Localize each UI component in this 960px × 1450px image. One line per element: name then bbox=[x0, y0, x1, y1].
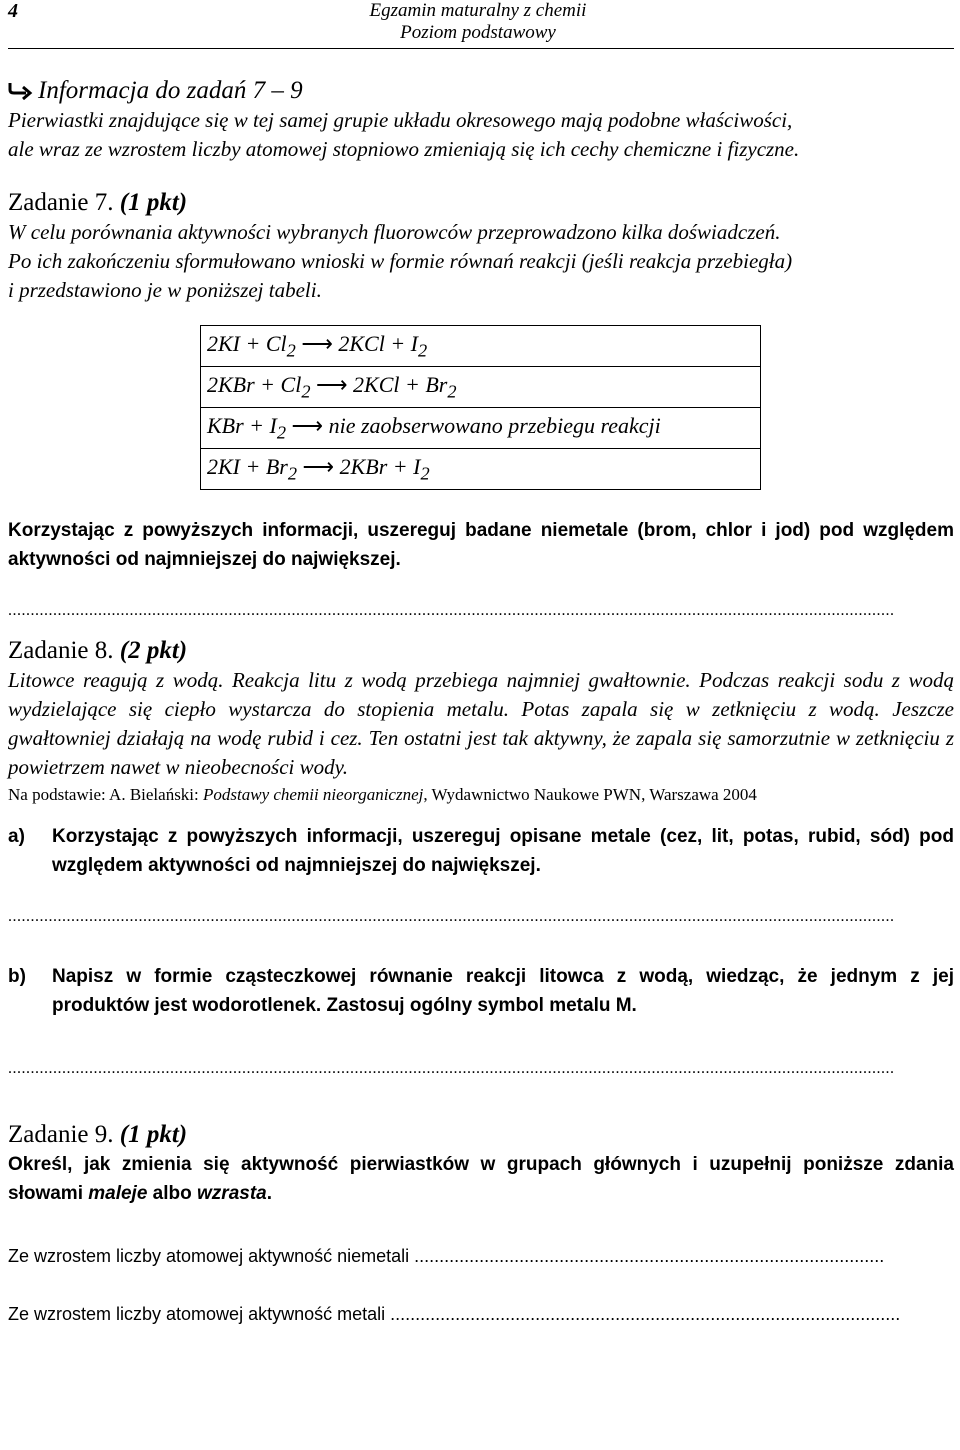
task7-intro-line1: W celu porównania aktywności wybranych fluorowców przeprowadzono kilka doświadczeń. bbox=[8, 220, 781, 244]
reaction-cell: $2KI + Br_2$ ⟶ $2KBr + I_2$ bbox=[201, 449, 761, 490]
reaction-arrow-icon: ⟶ bbox=[291, 412, 324, 438]
task7-answer-line[interactable]: ..................................................................................................................................................................................................... bbox=[8, 602, 895, 619]
task9-fill-nonmetals: Ze wzrostem liczby atomowej aktywność niemetali .............................................................................................. bbox=[8, 1246, 885, 1266]
task9-heading bbox=[8, 1120, 954, 1150]
task8b-text: Napisz w formie cząsteczkowej równanie reakcji litowca z wodą, wiedząc, że jednym z jej produktów jest wodorotlenek. Zastosuj ogólny symbol metalu M. bbox=[52, 966, 954, 1016]
page-header bbox=[8, 0, 954, 49]
reaction-row-3 bbox=[201, 408, 761, 449]
task9-points: (1 pkt) bbox=[119, 1121, 188, 1148]
task8-text: Litowce reagują z wodą. Reakcja litu z wodą przebiega najmniej gwałtownie. Podczas reakcji sodu z wodą wydzielające się ciepło wystarcza do stopienia metalu. Potas zapala się w zetknięciu z wodą. Jeszcze gwałtowniej działają na wodę rubid i cez. Ten ostatni jest tak aktywny, że zapala się samorzutnie w zetknięciu z powietrzem nawet w nieobecności wody. bbox=[8, 668, 954, 779]
info-heading-text: Informacja do zadań 7 – 9 bbox=[38, 77, 303, 104]
task9-fill-metals: Ze wzrostem liczby atomowej aktywność metali ...................................................................................................... bbox=[8, 1304, 901, 1324]
reaction-arrow-icon: ⟶ bbox=[315, 371, 348, 397]
reaction-row-2 bbox=[201, 367, 761, 408]
task8-label: Zadanie 8. bbox=[8, 637, 114, 664]
task8a-text: Korzystając z powyższych informacji, uszereguj opisane metale (cez, lit, potas, rubid, sód) pod względem aktywności od najmniejszej do największej. bbox=[52, 826, 954, 876]
info-text-line2: ale wraz ze wzrostem liczby atomowej stopniowo zmieniają się ich cechy chemiczne i fizyczne. bbox=[8, 137, 800, 161]
arrow-right-icon bbox=[8, 75, 34, 105]
reaction-arrow-icon: ⟶ bbox=[302, 453, 335, 479]
page-number: 4 bbox=[8, 0, 18, 22]
reaction-cell: $2KBr + Cl_2$ ⟶ $2KCl + Br_2$ bbox=[201, 367, 761, 408]
task7-question: Korzystając z powyższych informacji, uszereguj badane niemetale (brom, chlor i jod) pod względem aktywności od najmniejszej do największej. bbox=[8, 520, 954, 570]
task7-heading bbox=[8, 188, 954, 218]
info-heading bbox=[8, 75, 954, 106]
exam-title-line2: Poziom podstawowy bbox=[400, 22, 556, 43]
task8b bbox=[8, 962, 954, 1020]
exam-title-line1: Egzamin maturalny z chemii bbox=[369, 0, 587, 21]
task8-heading bbox=[8, 636, 954, 666]
task7-intro-line2: Po ich zakończeniu sformułowano wnioski w formie równań reakcji (jeśli reakcja przebiegła) bbox=[8, 249, 793, 273]
task7-label: Zadanie 7. bbox=[8, 189, 114, 216]
task8b-label: b) bbox=[8, 966, 26, 987]
task8b-answer-line[interactable]: ..................................................................................................................................................................................................... bbox=[8, 1060, 895, 1077]
exam-title bbox=[318, 0, 638, 44]
task8-source: Na podstawie: A. Bielański: Podstawy chemii nieorganicznej, Wydawnictwo Naukowe PWN, Warszawa 2004 bbox=[8, 785, 757, 804]
task9-fill-metals-answer[interactable]: ...................................................................................................... bbox=[390, 1304, 901, 1324]
exam-page bbox=[8, 0, 954, 1326]
task8a-answer-line[interactable]: ..................................................................................................................................................................................................... bbox=[8, 908, 895, 925]
reaction-arrow-icon: ⟶ bbox=[301, 330, 333, 356]
reaction-row-1 bbox=[201, 326, 761, 367]
task8a-label: a) bbox=[8, 826, 25, 847]
task9-question: Określ, jak zmienia się aktywność pierwiastków w grupach głównych i uzupełnij poniższe zdania słowami maleje albo wzrasta. bbox=[8, 1154, 954, 1204]
task9-fill-nonmetals-answer[interactable]: .............................................................................................. bbox=[414, 1246, 885, 1266]
reactions-table bbox=[200, 325, 761, 490]
task7-intro-line3: i przedstawiono je w poniższej tabeli. bbox=[8, 278, 322, 302]
task8-points: (2 pkt) bbox=[119, 637, 188, 664]
reaction-row-4 bbox=[201, 449, 761, 490]
reaction-cell: $2KI + Cl_2$ ⟶ $2KCl + I_2$ bbox=[201, 326, 761, 367]
info-text-line1: Pierwiastki znajdujące się w tej samej grupie układu okresowego mają podobne właściwości, bbox=[8, 108, 793, 132]
reaction-cell: KBr + $I_2$ ⟶ nie zaobserwowano przebiegu reakcji bbox=[201, 408, 761, 449]
task9-label: Zadanie 9. bbox=[8, 1121, 114, 1148]
task7-points: (1 pkt) bbox=[119, 189, 188, 216]
task8a bbox=[8, 822, 954, 880]
